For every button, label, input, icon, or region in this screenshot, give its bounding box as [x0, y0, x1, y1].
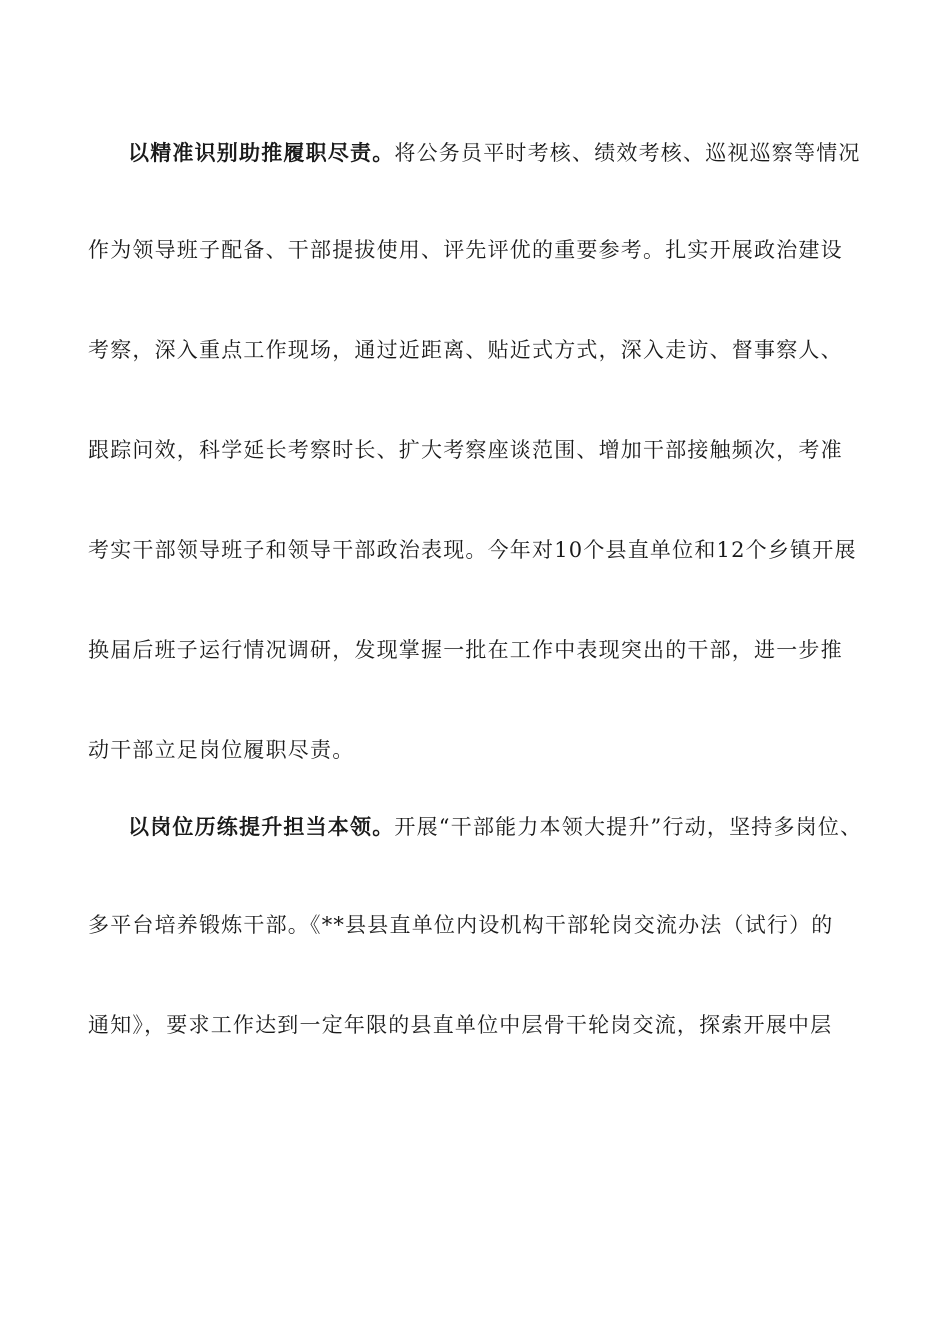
paragraph-2-line-2: 多平台培养锻炼干部。《**县县直单位内设机构干部轮岗交流办法（试行）的 — [88, 913, 834, 937]
paragraph-1-line-1-text: 将公务员平时考核、绩效考核、巡视巡察等情况 — [394, 141, 861, 165]
paragraph-1-line-3: 考察，深入重点工作现场，通过近距离、贴近式方式，深入走访、督事察人、 — [88, 338, 843, 362]
paragraph-2-heading: 以岗位历练提升担当本领。 — [128, 814, 395, 839]
paragraph-1-line-1 — [128, 138, 928, 168]
paragraph-1-line-6: 换届后班子运行情况调研，发现掌握一批在工作中表现突出的干部，进一步推 — [88, 638, 843, 662]
paragraph-1-line-2: 作为领导班子配备、干部提拔使用、评先评优的重要参考。扎实开展政治建设 — [88, 238, 843, 262]
paragraph-1-line-5: 考实干部领导班子和领导干部政治表现。今年对10个县直单位和12个乡镇开展 — [88, 538, 857, 562]
paragraph-2-line-3: 通知》，要求工作达到一定年限的县直单位中层骨干轮岗交流，探索开展中层 — [88, 1013, 833, 1037]
paragraph-2-line-1 — [128, 812, 928, 842]
paragraph-1-heading: 以精准识别助推履职尽责。 — [128, 140, 395, 165]
paragraph-1-line-7: 动干部立足岗位履职尽责。 — [88, 738, 355, 762]
paragraph-1-line-4: 跟踪问效，科学延长考察时长、扩大考察座谈范围、增加干部接触频次，考准 — [88, 438, 843, 462]
paragraph-2-line-1-text: 开展“干部能力本领大提升”行动，坚持多岗位、 — [394, 815, 863, 839]
